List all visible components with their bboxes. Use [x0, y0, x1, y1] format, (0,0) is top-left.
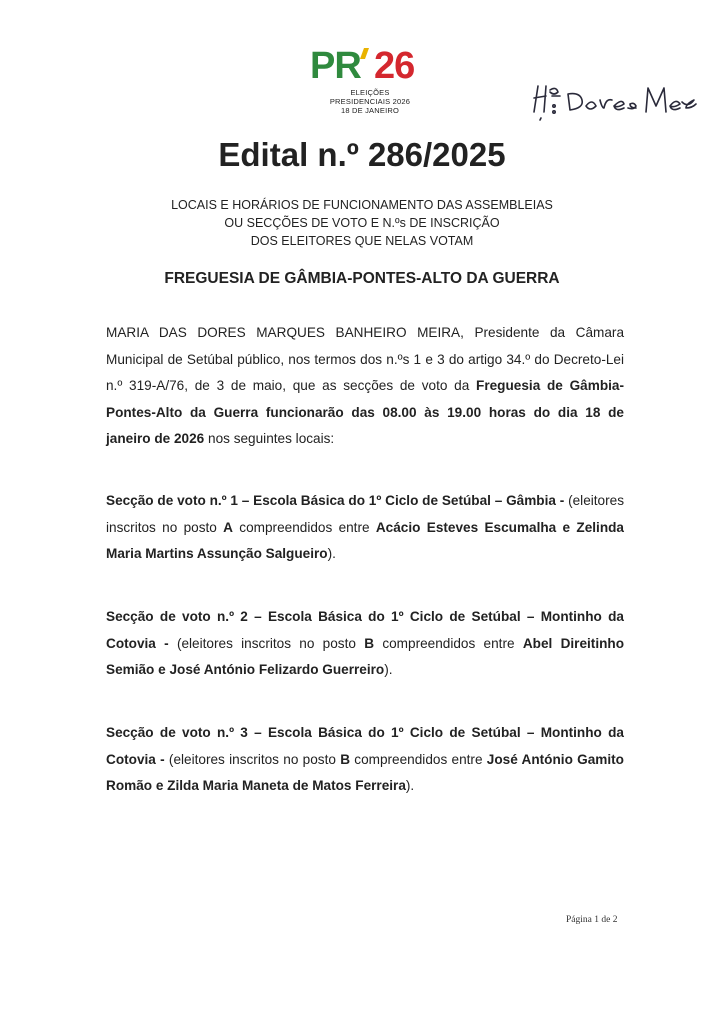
- polling-section-1: [106, 488, 624, 568]
- section-text: ).: [384, 662, 393, 677]
- section-range: Abel Direitinho Semião e José António Felizardo Guerreiro: [106, 635, 625, 677]
- section-text: (eleitores inscritos no posto: [168, 635, 365, 651]
- polling-section-3: [106, 720, 624, 800]
- section-range: José António Gamito Romão e Zilda Maria Maneta de Matos Ferreira: [106, 751, 624, 793]
- logo-line-2: PRESIDENCIAIS 2026: [329, 97, 411, 106]
- subtitle-line-2: OU SECÇÕES DE VOTO E N.ºs DE INSCRIÇÃO: [224, 216, 500, 230]
- section-posto: B: [340, 751, 351, 767]
- logo-accent-icon: [360, 48, 369, 59]
- logo-line-3: 18 DE JANEIRO: [340, 106, 400, 115]
- section-heading: Secção de voto n.º 1 – Escola Básica do 1º Ciclo de Setúbal – Gâmbia -: [106, 493, 565, 508]
- section-posto: B: [364, 635, 375, 651]
- polling-section-2: [106, 604, 624, 684]
- section-text: (eleitores inscritos no posto: [164, 751, 341, 767]
- section-heading: Secção de voto n.º 3 – Escola Básica do 1º Ciclo de Setúbal – Montinho da Cotovia -: [106, 725, 624, 767]
- section-heading: Secção de voto n.º 2 – Escola Básica do 1º Ciclo de Setúbal – Montinho da Cotovia -: [106, 609, 624, 651]
- section-range: Acácio Esteves Escumalha e Zelinda Maria Martins Assunção Salgueiro: [106, 519, 624, 561]
- intro-paragraph: [106, 320, 624, 453]
- intro-text-2: nos seguintes locais:: [204, 431, 335, 446]
- logo-year: 26: [374, 45, 415, 87]
- subtitle-line-1: LOCAIS E HORÁRIOS DE FUNCIONAMENTO DAS ASSEMBLEIAS: [171, 198, 553, 212]
- section-text: compreendidos entre: [350, 751, 487, 767]
- section-text: ).: [327, 546, 336, 561]
- section-text: compreendidos entre: [233, 519, 376, 535]
- logo-mark: [300, 44, 440, 88]
- handwritten-signature: [528, 80, 698, 124]
- subtitle-line-3: DOS ELEITORES QUE NELAS VOTAM: [250, 234, 474, 248]
- intro-bold: Freguesia de Gâmbia-Pontes-Alto da Guerra funcionarão das 08.00 às 19.00 horas do dia 18 de janeiro de 2026: [106, 378, 624, 446]
- logo-pr: PR: [310, 45, 361, 87]
- intro-text-1: MARIA DAS DORES MARQUES BANHEIRO MEIRA, Presidente da Câmara Municipal de Setúbal público, nos termos dos n.ºs 1 e 3 do artigo 34.º do Decreto-Lei n.º 319-A/76, de 3 de maio, que as secções de voto da: [106, 325, 624, 393]
- parish-heading: FREGUESIA DE GÂMBIA-PONTES-ALTO DA GUERRA: [164, 270, 560, 287]
- section-posto: A: [223, 519, 233, 535]
- section-text: compreendidos entre: [374, 635, 523, 651]
- election-logo: [300, 44, 440, 115]
- logo-line-1: ELEIÇÕES: [350, 88, 390, 97]
- page-number: Página 1 de 2: [566, 915, 618, 925]
- document-subtitle: [0, 196, 724, 250]
- section-text: ).: [405, 778, 415, 793]
- section-text: (eleitores inscritos no posto: [106, 493, 624, 535]
- document-title: Edital n.º 286/2025: [218, 136, 506, 173]
